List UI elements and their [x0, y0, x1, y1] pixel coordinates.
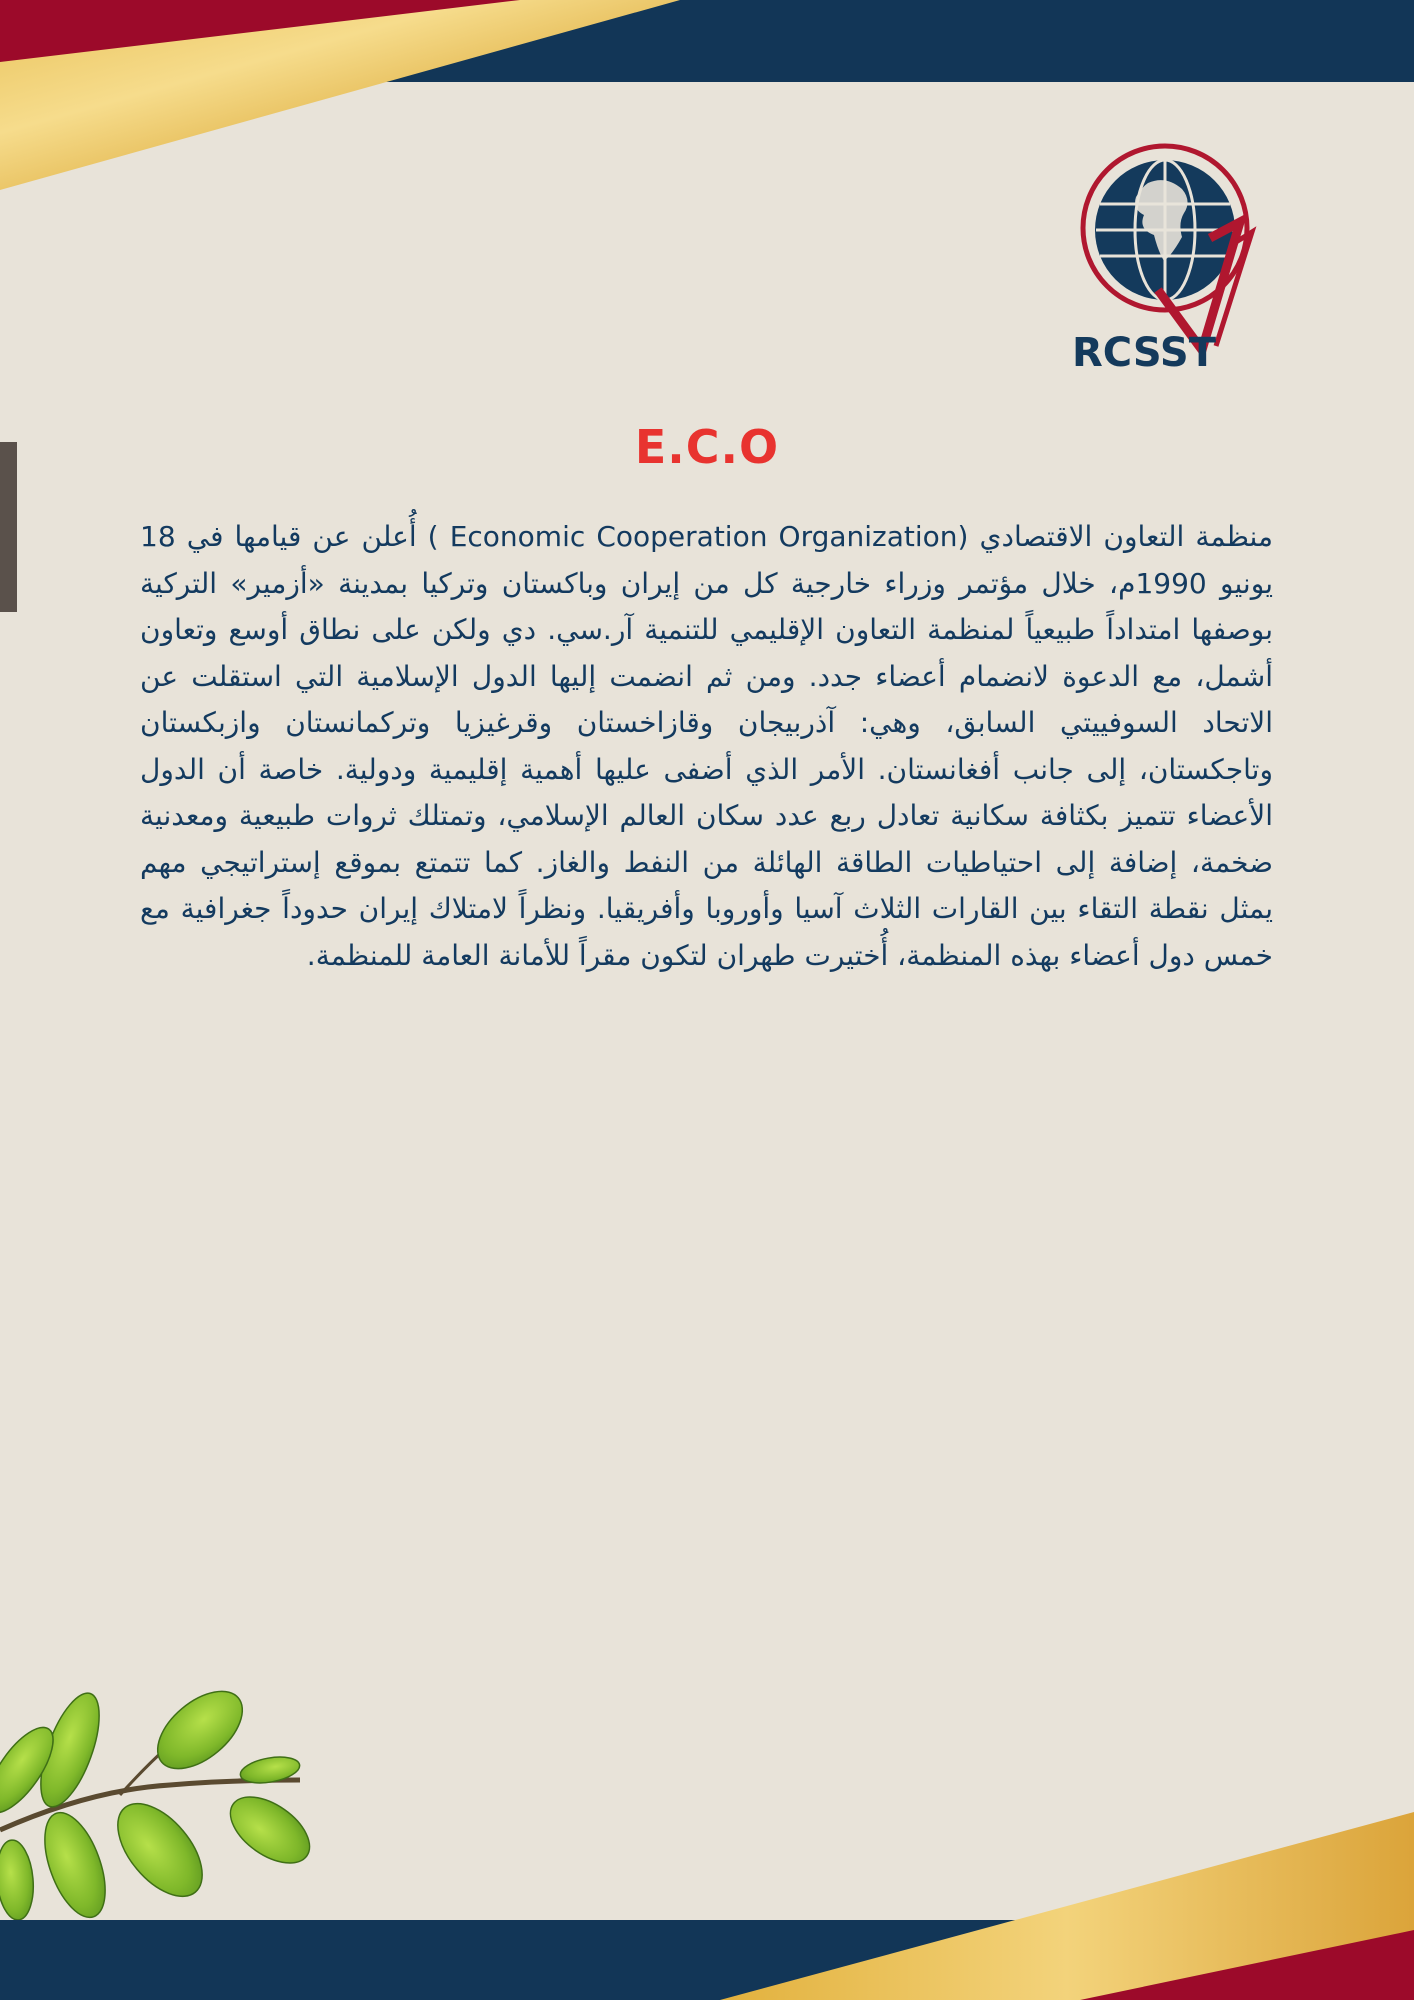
- body-paragraph: [140, 514, 1273, 979]
- globe-check-icon: [1083, 146, 1252, 350]
- page-title: E.C.O: [634, 420, 780, 474]
- paragraph-text: منظمة التعاون الاقتصادي (Economic Cooperation Organization ) أُعلن عن قيامها في 18 يونيو 1990م، خلال مؤتمر وزراء خارجية كل من إيران وباكستان وتركيا بمدينة «أزمير» التركية بوصفها امتداداً طبيعياً لمنظمة التعاون الإقليمي للتنمية آر.سي. دي ولكن على نطاق أوسع وتعاون أشمل، مع الدعوة لانضمام أعضاء جدد. ومن ثم انضمت إليها الدول الإسلامية التي استقلت عن الاتحاد السوفييتي السابق، وهي: آذربيجان وقازاخستان وقرغيزيا وتركمانستان وازبكستان وتاجكستان، إلى جانب أفغانستان. الأمر الذي أضفى عليها أهمية إقليمية ودولية. خاصة أن الدول الأعضاء تتميز بكثافة سكانية تعادل ربع عدد سكان العالم الإسلامي، وتمتلك ثروات طبيعية ومعدنية ضخمة، إضافة إلى احتياطيات الطاقة الهائلة من النفط والغاز. كما تتمتع بموقع إستراتيجي مهم يمثل نقطة التقاء بين القارات الثلاث آسيا وأوروبا وأفريقيا. ونظراً لامتلاك إيران حدوداً جغرافية مع خمس دول أعضاء بهذه المنظمة، أُختيرت طهران لتكون مقراً للأمانة العامة للمنظمة.: [140, 520, 1274, 972]
- rcsst-logo: [1060, 138, 1280, 378]
- leaf-branch-image: [0, 1680, 340, 1920]
- logo-text: RCSST: [1072, 330, 1217, 376]
